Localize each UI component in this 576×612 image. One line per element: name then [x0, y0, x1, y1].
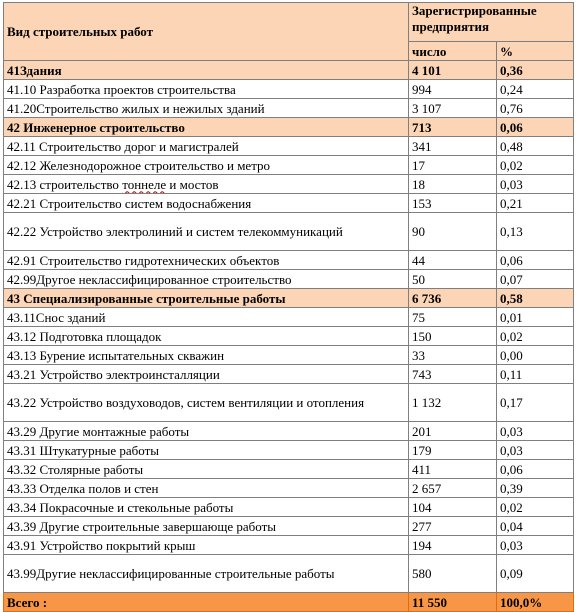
header-registered: [409, 3, 574, 42]
row-count: 994: [409, 80, 497, 99]
row-percent: 0,02: [497, 327, 574, 346]
row-count: 50: [409, 270, 497, 289]
row-count: 90: [409, 213, 497, 251]
row-label: 43.34 Покрасочные и стекольные работы: [4, 498, 409, 517]
row-percent: 0,06: [497, 251, 574, 270]
group-label: 41Здания: [4, 61, 409, 80]
row-label: 42.21 Строительство систем водоснабжения: [4, 194, 409, 213]
total-row: [4, 593, 574, 612]
row-label: 43.22 Устройство воздуховодов, систем вентиляции и отопления: [4, 384, 409, 422]
table-row: [4, 270, 574, 289]
row-percent: 0,17: [497, 384, 574, 422]
table-row: [4, 479, 574, 498]
row-count: 4 101: [409, 61, 497, 80]
row-label: 43.32 Столярные работы: [4, 460, 409, 479]
row-count: 33: [409, 346, 497, 365]
row-label: [4, 175, 409, 194]
row-count: 150: [409, 327, 497, 346]
row-percent: 0,36: [497, 61, 574, 80]
total-count: 11 550: [409, 593, 497, 612]
row-percent: 0,06: [497, 118, 574, 137]
table-row: [4, 99, 574, 118]
row-percent: 0,04: [497, 517, 574, 536]
row-percent: 0,03: [497, 175, 574, 194]
row-count: 153: [409, 194, 497, 213]
table-row: [4, 460, 574, 479]
header-percent: %: [497, 42, 574, 61]
row-label: 42.11 Строительство дорог и магистралей: [4, 137, 409, 156]
table-row: [4, 137, 574, 156]
header-registered-label: Зарегистрированные предприятия: [412, 3, 537, 34]
construction-enterprises-table: [3, 2, 574, 612]
row-count: 6 736: [409, 289, 497, 308]
row-count: 75: [409, 308, 497, 327]
row-percent: 0,03: [497, 441, 574, 460]
row-count: 411: [409, 460, 497, 479]
header-count: число: [409, 42, 497, 61]
table-row: [4, 80, 574, 99]
header-type: Вид строительных работ: [4, 3, 409, 61]
row-percent: 0,09: [497, 555, 574, 593]
row-percent: 0,07: [497, 270, 574, 289]
row-percent: 0,76: [497, 99, 574, 118]
table-row: [4, 384, 574, 422]
row-label: 41.20Строительство жилых и нежилых зданий: [4, 99, 409, 118]
row-label: 43.29 Другие монтажные работы: [4, 422, 409, 441]
row-count: 341: [409, 137, 497, 156]
total-label: Всего :: [4, 593, 409, 612]
row-count: 743: [409, 365, 497, 384]
row-percent: 0,02: [497, 498, 574, 517]
row-percent: 0,11: [497, 365, 574, 384]
row-count: 713: [409, 118, 497, 137]
row-label: 42.22 Устройство электролиний и систем телекоммуникаций: [4, 213, 409, 251]
row-label: 43.91 Устройство покрытий крыш: [4, 536, 409, 555]
row-percent: 0,06: [497, 460, 574, 479]
group-row: [4, 118, 574, 137]
row-percent: 0,24: [497, 80, 574, 99]
table-row: [4, 346, 574, 365]
table-row: [4, 213, 574, 251]
row-count: 2 657: [409, 479, 497, 498]
row-percent: 0,00: [497, 346, 574, 365]
row-count: 3 107: [409, 99, 497, 118]
row-count: 179: [409, 441, 497, 460]
row-count: 18: [409, 175, 497, 194]
row-percent: 0,58: [497, 289, 574, 308]
group-row: [4, 61, 574, 80]
table-row: [4, 327, 574, 346]
row-count: 201: [409, 422, 497, 441]
table-container: [3, 2, 574, 612]
table-row: [4, 175, 574, 194]
row-label: 43.33 Отделка полов и стен: [4, 479, 409, 498]
row-percent: 0,21: [497, 194, 574, 213]
row-label: 43.99Другие неклассифицированные строительные работы: [4, 555, 409, 593]
group-label: 42 Инженерное строительство: [4, 118, 409, 137]
row-percent: 0,01: [497, 308, 574, 327]
row-percent: 0,39: [497, 479, 574, 498]
row-label: 43.31 Штукатурные работы: [4, 441, 409, 460]
table-row: [4, 422, 574, 441]
row-label: 42.99Другое неклассифицированное строительство: [4, 270, 409, 289]
row-label: 42.12 Железнодорожное строительство и метро: [4, 156, 409, 175]
row-label: 43.11Снос зданий: [4, 308, 409, 327]
table-row: [4, 251, 574, 270]
row-label-part: тоннеле: [122, 176, 167, 192]
row-percent: 0,13: [497, 213, 574, 251]
group-label: 43 Специализированные строительные работы: [4, 289, 409, 308]
row-label: 43.39 Другие строительные завершающе работы: [4, 517, 409, 536]
table-row: [4, 517, 574, 536]
total-percent: 100,0%: [497, 593, 574, 612]
group-row: [4, 289, 574, 308]
row-percent: 0,02: [497, 156, 574, 175]
row-percent: 0,03: [497, 422, 574, 441]
row-count: 17: [409, 156, 497, 175]
table-row: [4, 536, 574, 555]
row-label: 42.91 Строительство гидротехнических объектов: [4, 251, 409, 270]
row-label-part: и мостов: [166, 176, 219, 192]
row-count: 580: [409, 555, 497, 593]
row-percent: 0,48: [497, 137, 574, 156]
table-row: [4, 365, 574, 384]
table-row: [4, 194, 574, 213]
row-count: 104: [409, 498, 497, 517]
row-label-part: 42.13 строительство: [7, 176, 123, 192]
row-count: 1 132: [409, 384, 497, 422]
table-row: [4, 441, 574, 460]
row-count: 277: [409, 517, 497, 536]
row-label: 41.10 Разработка проектов строительства: [4, 80, 409, 99]
row-count: 44: [409, 251, 497, 270]
row-percent: 0,03: [497, 536, 574, 555]
row-count: 194: [409, 536, 497, 555]
row-label: 43.13 Бурение испытательных скважин: [4, 346, 409, 365]
table-body: [4, 61, 574, 593]
table-row: [4, 156, 574, 175]
table-row: [4, 308, 574, 327]
row-label: 43.21 Устройство электроинсталляции: [4, 365, 409, 384]
row-label: 43.12 Подготовка площадок: [4, 327, 409, 346]
table-row: [4, 555, 574, 593]
table-row: [4, 498, 574, 517]
